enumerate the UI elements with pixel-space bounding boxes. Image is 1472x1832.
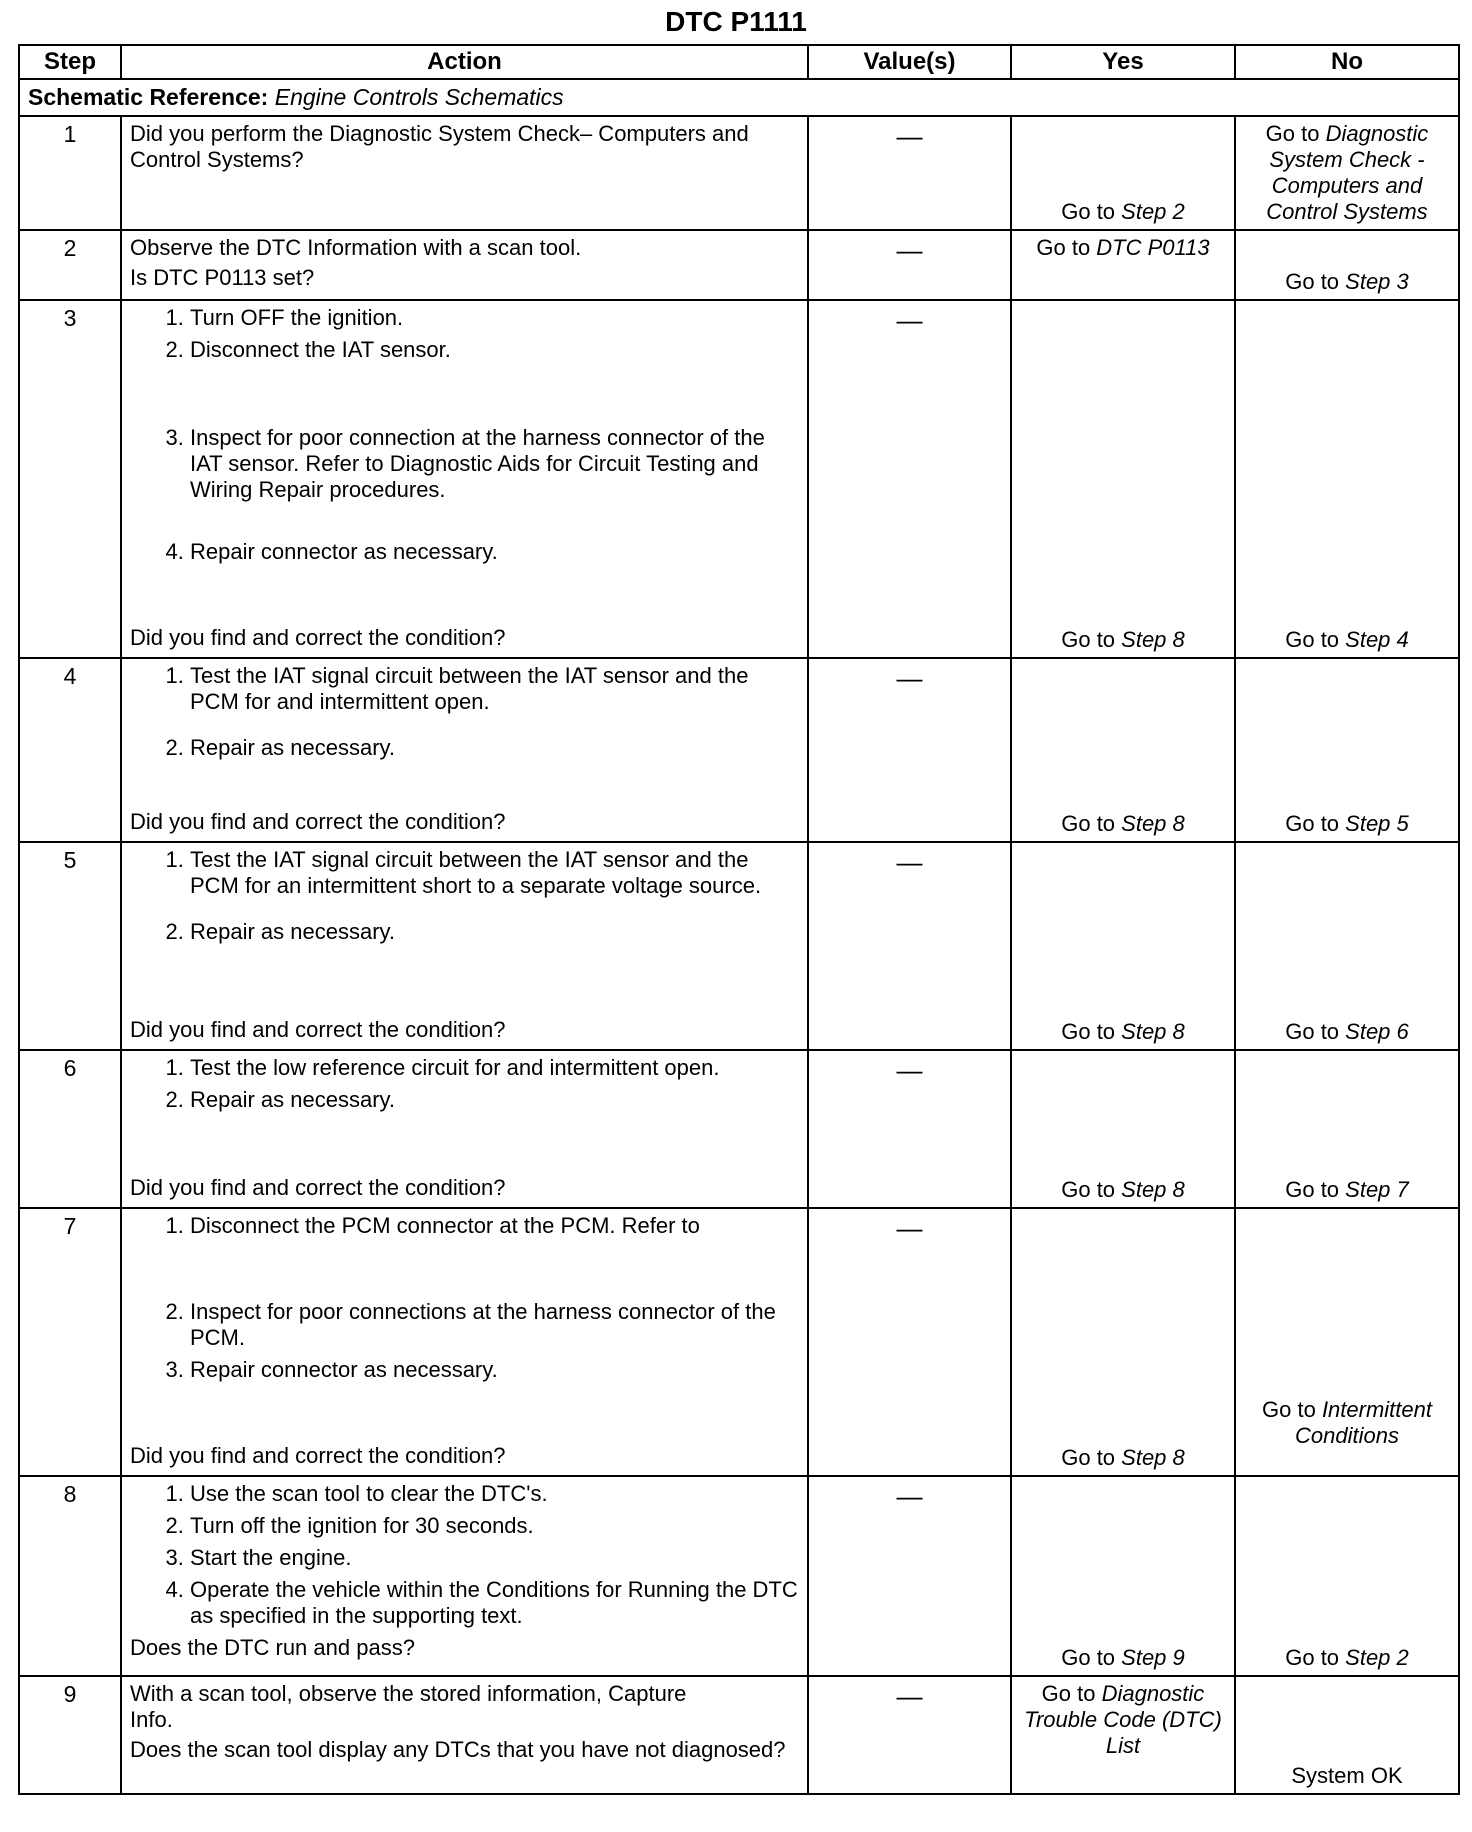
no-cell [1235,842,1459,1050]
action-list [130,1055,799,1119]
yes-prefix: Go to [1061,1645,1122,1671]
action-cell [121,1476,808,1676]
action-cell [121,230,808,300]
step-number: 6 [19,1050,121,1208]
value-cell: — [808,1208,1011,1476]
no-cell [1235,116,1459,230]
step-number: 9 [19,1676,121,1794]
no-prefix: Go to [1285,811,1346,837]
yes-cell [1011,1676,1235,1794]
action-item: 1. Turn OFF the ignition. [190,305,799,331]
yes-cell [1011,116,1235,230]
yes-prefix: Go to [1061,1445,1122,1471]
no-prefix: Go to [1262,1397,1322,1423]
yes-prefix: Go to [1061,1177,1122,1203]
action-item: 2. Repair as necessary. [190,919,799,945]
no-link[interactable]: Step 3 [1345,269,1409,295]
yes-cell [1011,1476,1235,1676]
table-row [19,230,1459,300]
yes-link[interactable]: Step 8 [1121,1177,1185,1203]
action-item: 2. Repair as necessary. [190,735,799,761]
action-cell [121,116,808,230]
action-question: Did you find and correct the condition? [130,1443,506,1469]
table-row [19,1208,1459,1476]
action-item: 2. Turn off the ignition for 30 seconds. [190,1513,799,1539]
header-yes: Yes [1011,45,1235,79]
action-question: Did you find and correct the condition? [130,625,506,651]
table-row [19,658,1459,842]
action-cell [121,842,808,1050]
yes-link[interactable]: Step 8 [1121,1445,1185,1471]
action-question: Did you find and correct the condition? [130,1175,506,1201]
yes-cell [1011,1208,1235,1476]
action-list [130,1213,799,1389]
no-result: System OK [1291,1763,1403,1789]
no-link[interactable]: Step 7 [1345,1177,1409,1203]
action-item: 4. Repair connector as necessary. [190,539,799,565]
value-cell: — [808,658,1011,842]
no-link[interactable]: Diagnostic System Check - Computers and Control Systems [1266,121,1429,225]
action-line: With a scan tool, observe the stored information, Capture Info. [130,1681,687,1733]
schematic-row [19,79,1459,116]
table-row [19,1050,1459,1208]
action-item: 2. Inspect for poor connections at the harness connector of the PCM. [190,1299,799,1351]
yes-link[interactable]: DTC P0113 [1096,235,1210,261]
header-action: Action [121,45,808,79]
action-cell [121,1050,808,1208]
yes-prefix: Go to [1061,627,1122,653]
table-row [19,116,1459,230]
action-question: Is DTC P0113 set? [130,265,315,291]
value-cell: — [808,1676,1011,1794]
action-cell [121,658,808,842]
action-question: Did you find and correct the condition? [130,809,506,835]
value-cell: — [808,842,1011,1050]
table-row [19,1676,1459,1794]
action-list [130,847,799,951]
action-item: 1. Test the IAT signal circuit between the IAT sensor and the PCM for an intermittent short to a separate voltage source. [190,847,799,899]
yes-cell [1011,230,1235,300]
action-cell [121,1676,808,1794]
no-link[interactable]: Step 2 [1345,1645,1409,1671]
yes-link[interactable]: Step 8 [1121,811,1185,837]
value-cell: — [808,116,1011,230]
table-row [19,1476,1459,1676]
no-link[interactable]: Intermittent Conditions [1295,1397,1432,1449]
action-question: Does the DTC run and pass? [130,1635,415,1661]
no-prefix: Go to [1285,269,1346,295]
no-prefix: Go to [1285,627,1346,653]
action-item: 1. Disconnect the PCM connector at the PCM. Refer to [190,1213,799,1239]
no-cell [1235,1050,1459,1208]
action-cell [121,1208,808,1476]
no-cell [1235,300,1459,658]
value-cell: — [808,1476,1011,1676]
no-prefix: Go to [1285,1645,1346,1671]
action-item: 1. Test the IAT signal circuit between the IAT sensor and the PCM for and intermittent open. [190,663,799,715]
step-number: 4 [19,658,121,842]
action-text: Did you perform the Diagnostic System Check– Computers and Control Systems? [130,121,749,173]
action-item: 1. Test the low reference circuit for and intermittent open. [190,1055,799,1081]
value-cell: — [808,1050,1011,1208]
action-item: 1. Use the scan tool to clear the DTC's. [190,1481,799,1507]
yes-prefix: Go to [1036,235,1097,261]
schematic-reference [19,79,1459,116]
yes-prefix: Go to [1061,1019,1122,1045]
no-cell [1235,1476,1459,1676]
no-link[interactable]: Step 4 [1345,627,1409,653]
yes-cell [1011,300,1235,658]
no-link[interactable]: Step 6 [1345,1019,1409,1045]
diagnostic-table [18,44,1460,1795]
no-cell [1235,1676,1459,1794]
no-prefix: Go to [1265,121,1326,147]
yes-link[interactable]: Step 8 [1121,627,1185,653]
action-item: 4. Operate the vehicle within the Conditions for Running the DTC as specified in the supporting text. [190,1577,799,1629]
schematic-link[interactable]: Engine Controls Schematics [274,84,564,111]
step-number: 7 [19,1208,121,1476]
page-title: DTC P1111 [665,6,807,37]
yes-cell [1011,842,1235,1050]
table-row [19,300,1459,658]
yes-cell [1011,658,1235,842]
no-cell [1235,658,1459,842]
step-number: 3 [19,300,121,658]
yes-prefix: Go to [1061,811,1122,837]
action-question: Did you find and correct the condition? [130,1017,506,1043]
no-prefix: Go to [1285,1177,1346,1203]
no-prefix: Go to [1285,1019,1346,1045]
yes-prefix: Go to [1041,1681,1102,1707]
step-number: 2 [19,230,121,300]
action-item: 2. Repair as necessary. [190,1087,799,1113]
action-item: 3. Repair connector as necessary. [190,1357,799,1383]
no-link[interactable]: Step 5 [1345,811,1409,837]
action-item: 3. Start the engine. [190,1545,799,1571]
action-line: Observe the DTC Information with a scan tool. [130,235,582,261]
table-row [19,842,1459,1050]
action-item: 2. Disconnect the IAT sensor. [190,337,799,363]
action-question: Does the scan tool display any DTCs that you have not diagnosed? [130,1737,786,1763]
header-no: No [1235,45,1459,79]
step-number: 1 [19,116,121,230]
step-number: 5 [19,842,121,1050]
yes-link[interactable]: Step 8 [1121,1019,1185,1045]
header-step: Step [19,45,121,79]
yes-prefix: Go to [1061,199,1122,225]
value-cell: — [808,300,1011,658]
action-list [130,305,799,571]
value-cell: — [808,230,1011,300]
yes-link[interactable]: Diagnostic Trouble Code (DTC) List [1024,1681,1222,1759]
action-cell [121,300,808,658]
header-values: Value(s) [808,45,1011,79]
step-number: 8 [19,1476,121,1676]
action-list [130,1481,799,1629]
no-cell [1235,1208,1459,1476]
schematic-label: Schematic Reference: [28,84,269,111]
no-cell [1235,230,1459,300]
action-item: 3. Inspect for poor connection at the harness connector of the IAT sensor. Refer to Diagnostic Aids for Circuit Testing and Wiring Repair procedures. [190,425,799,503]
yes-link[interactable]: Step 9 [1121,1645,1185,1671]
yes-link[interactable]: Step 2 [1121,199,1185,225]
header-row [19,45,1459,79]
yes-cell [1011,1050,1235,1208]
action-list [130,663,799,767]
